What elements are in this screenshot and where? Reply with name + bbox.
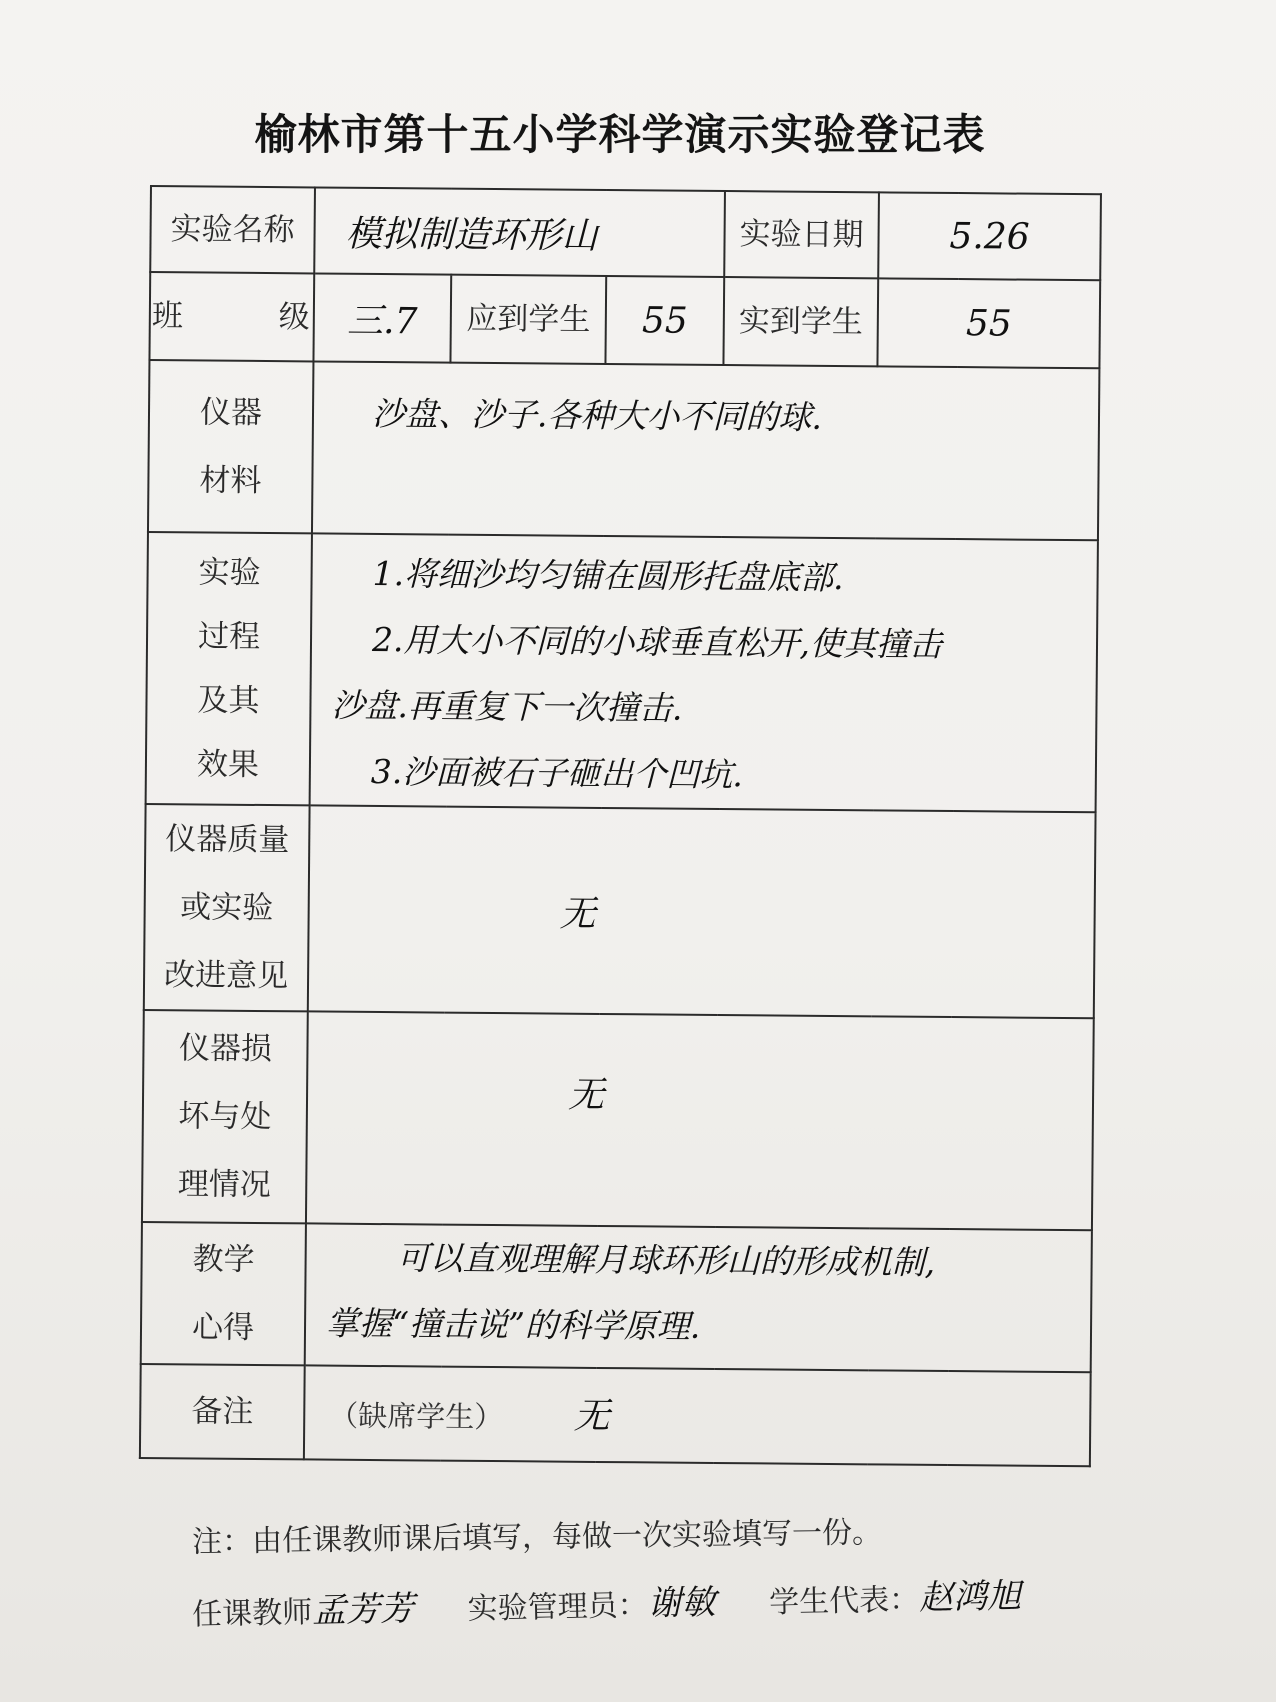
remarks-printed-hint: （缺席学生） [329,1398,504,1434]
label-quality-line-3: 改进意见 [163,957,289,995]
remarks-value: 无 [573,1395,610,1437]
page-title: 榆林市第十五小学科学演示实验登记表 [254,110,986,159]
process-step-3: 3.沙面被石子砸出个凹坑. [370,751,744,795]
admin-label: 实验管理员： [467,1587,649,1627]
student-rep-signature: 赵鸿旭 [918,1576,1022,1619]
value-teaching [305,1223,1092,1372]
label-materials [148,360,313,533]
label-teaching-line-2: 心得 [191,1309,255,1346]
label-remarks: 备注 [140,1364,305,1459]
label-class-char-2: 级 [278,299,312,336]
process-step-2-cont: 沙盘.再重复下一次撞击. [331,685,683,728]
label-experiment-name: 实验名称 [150,186,315,273]
row-teaching [141,1222,1092,1372]
label-damage-line-3: 理情况 [177,1166,271,1204]
value-experiment-date: 5.26 [878,192,1101,280]
label-process-line-4: 效果 [196,746,260,783]
label-materials-line-1: 仪器 [199,394,263,431]
footer-note: 注：由任课教师课后填写，每做一次实验填写一份。 [191,1515,883,1560]
row-process [146,532,1098,812]
label-process [146,532,312,805]
value-quality: 无 [308,805,1096,1018]
value-process [310,533,1098,812]
label-quality-line-1: 仪器质量 [165,821,290,859]
value-damage: 无 [306,1011,1094,1230]
label-process-line-1: 实验 [198,554,261,591]
teaching-line-1: 可以直观理解月球环形山的形成机制, [396,1238,936,1282]
label-expected-students: 应到学生 [450,275,606,364]
admin-signature: 谢敏 [647,1582,717,1624]
value-expected-students: 55 [605,276,724,365]
process-step-2: 2.用大小不同的小球垂直松开,使其撞击 [371,619,943,664]
teacher-label: 任课教师 [191,1594,313,1633]
row-quality [144,804,1096,1018]
teacher-signature: 孟芳芳 [311,1588,415,1631]
label-damage [142,1010,308,1223]
label-process-line-3: 及其 [197,682,260,719]
student-rep-label: 学生代表： [768,1582,920,1621]
label-damage-line-1: 仪器损 [178,1030,273,1068]
row-experiment-name [150,186,1101,280]
value-actual-students: 55 [877,278,1100,368]
label-teaching-line-1: 教学 [192,1241,255,1278]
label-materials-line-2: 材料 [199,462,262,499]
label-quality [144,804,310,1011]
value-remarks [304,1365,1091,1466]
label-quality-line-2: 或实验 [180,889,274,927]
label-teaching [141,1222,306,1365]
label-damage-line-2: 坏与处 [178,1098,272,1136]
teaching-line-2: 掌握“撞击说”的科学原理. [325,1303,701,1346]
label-process-line-2: 过程 [197,618,261,655]
value-materials: 沙盘、沙子.各种大小不同的球. [312,361,1099,540]
label-class-char-1: 班 [151,298,186,335]
process-step-1: 1.将细沙均匀铺在圆形托盘底部. [372,553,844,598]
label-class [149,272,314,361]
registration-table [139,185,1102,1467]
row-materials [148,360,1099,540]
label-experiment-date: 实验日期 [724,191,879,278]
signature-line [192,1565,1193,1635]
row-remarks [140,1364,1091,1466]
row-class-attendance [149,272,1100,368]
row-damage [142,1010,1094,1230]
label-actual-students: 实到学生 [723,277,878,366]
value-experiment-name: 模拟制造环形山 [314,187,725,277]
value-class: 三.7 [313,273,451,362]
